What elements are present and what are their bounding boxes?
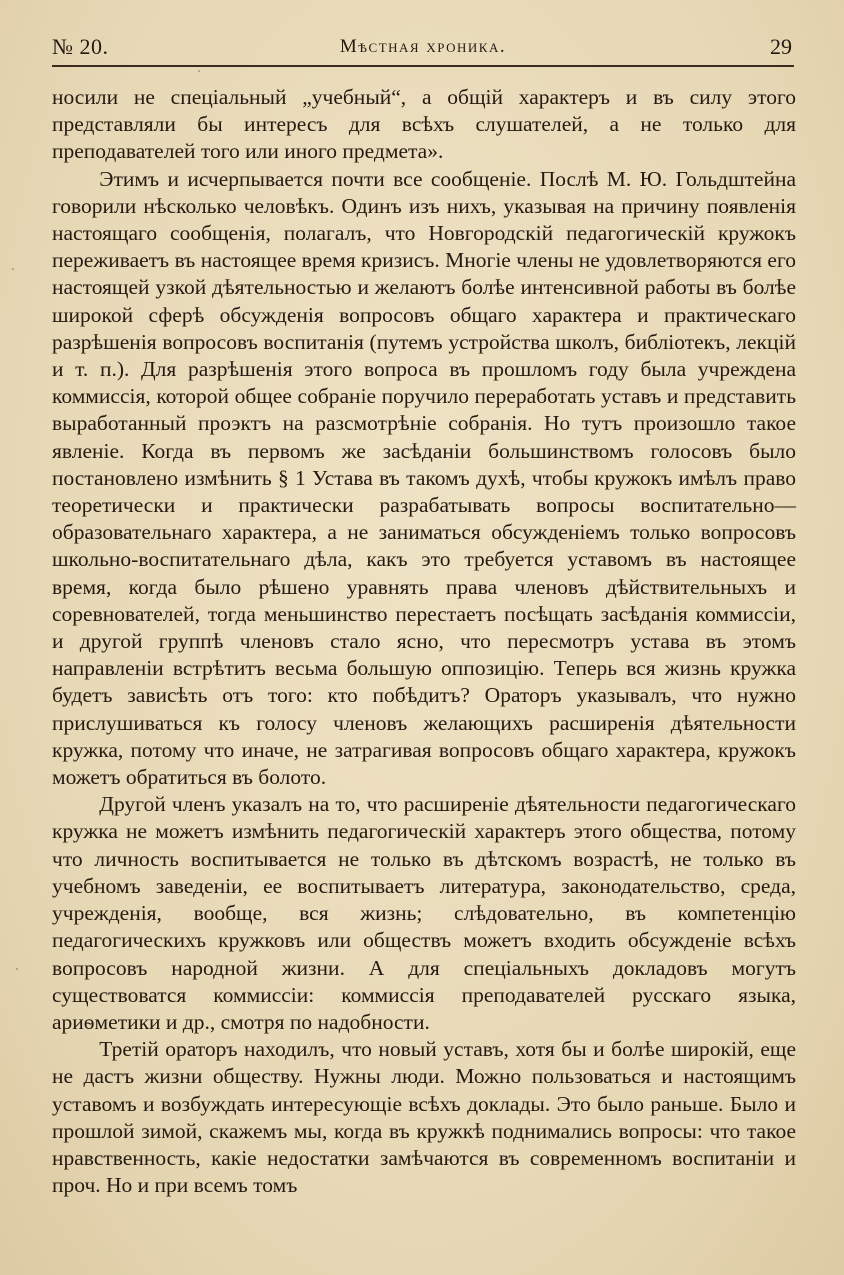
header-rule xyxy=(52,65,794,67)
issue-number: № 20. xyxy=(52,34,109,59)
paragraph: Другой членъ указалъ на то, что расширеніе дѣятельности педагогическаго кружка не можетъ измѣнить педагогическій характеръ этого общества, потому что личность воспитывается не только въ дѣтскомъ возрастѣ, не только въ учебномъ заведеніи, ее воспитываетъ литература, законодательство, среда, учрежденія, вообще, вся жизнь; слѣдовательно, въ компетенцію педагогическихъ кружковъ или обществъ можетъ входить обсужденіе всѣхъ вопросовъ народной жизни. А для спеціальныхъ докладовъ могутъ существоватся коммиссіи: коммиссія преподавателей русскаго языка, ариѳметики и др., смотря по надобности. xyxy=(52,792,796,1034)
running-header xyxy=(52,30,794,68)
paragraph: Третій ораторъ находилъ, что новый уставъ, хотя бы и болѣе широкій, еще не дастъ жизни обществу. Нужны люди. Можно пользоваться и настоящимъ уставомъ и возбуждать интересующіе всѣхъ доклады. Это было раньше. Было и прошлой зимой, скажемъ мы, когда въ кружкѣ поднимались вопросы: что такое нравственность, какіе недостатки замѣчаются въ современномъ воспитаніи и проч. Но и при всемъ томъ xyxy=(52,1037,796,1198)
paragraph-continuation: носили не спеціальный „учебный“, а общій характеръ и въ силу этого представляли бы интересъ для всѣхъ слушателей, а не только для преподавателей того или иного предмета». xyxy=(52,85,796,164)
page-number: 29 xyxy=(770,34,792,59)
section-title: Мѣстная хроника. xyxy=(339,36,507,57)
paragraph: Этимъ и исчерпывается почти все сообщеніе. Послѣ М. Ю. Гольдштейна говорили нѣсколько человѣкъ. Одинъ изъ нихъ, указывая на причину появленія настоящаго сообщенія, полагалъ, что Новгородскій педагогическій кружокъ переживаетъ въ настоящее время кризисъ. Многіе члены не удовлетворяются его настоящей узкой дѣятельностью и желаютъ болѣе интенсивной работы въ болѣе широкой сферѣ обсужденія вопросовъ общаго характера и практическаго разрѣшенія вопросовъ воспитанія (путемъ устройства школъ, библіотекъ, лекцій и т. п.). Для разрѣшенія этого вопроса въ прошломъ году была учреждена коммиссія, которой общее собраніе поручило переработать уставъ и представить выработанный проэктъ на разсмотрѣніе собранія. Но тутъ произошло такое явленіе. Когда въ первомъ же засѣданіи большинствомъ голосовъ было постановлено измѣнить § 1 Устава въ такомъ духѣ, чтобы кружокъ имѣлъ право теоретически и практически разрабатывать вопросы воспитательно—образовательнаго характера, а не заниматься обсужденіемъ только вопросовъ школьно-воспитательнаго дѣла, какъ это требуется уставомъ въ настоящее время, когда было рѣшено уравнять права членовъ дѣйствительныхъ и соревнователей, тогда меньшинство перестаетъ посѣщать засѣданія коммиссіи, и другой группѣ членовъ стало ясно, что пересмотръ устава въ этомъ направленіи встрѣтитъ весьма большую оппозицію. Теперь вся жизнь кружка будетъ зависѣть отъ того: кто побѣдитъ? Ораторъ указывалъ, что нужно прислушиваться къ голосу членовъ желающихъ расширенія дѣятельности кружка, потому что иначе, не затрагивая вопросовъ общаго характера, кружокъ можетъ обратиться въ болото. xyxy=(52,166,796,790)
paper-speck xyxy=(16,968,18,970)
article-body xyxy=(52,84,796,1199)
paper-speck xyxy=(198,70,200,72)
paper-speck xyxy=(12,268,14,270)
